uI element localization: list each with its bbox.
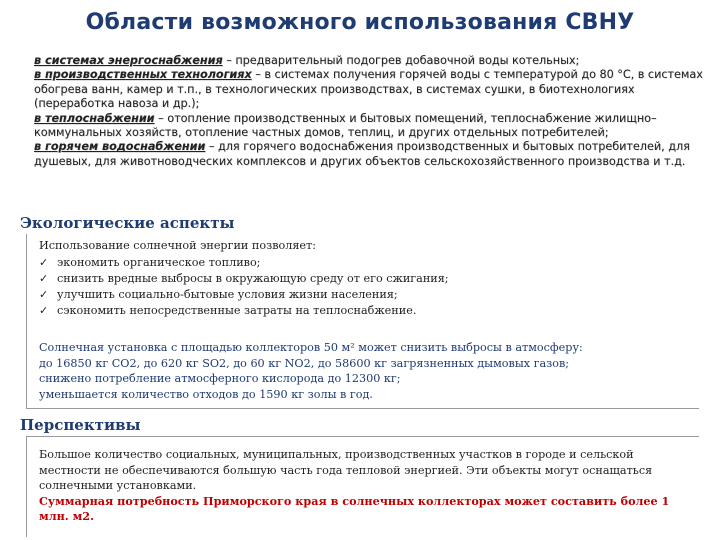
slide-title: Области возможного использования СВНУ [85,10,635,35]
effect-line: снижено потребление атмосферного кислорода до 12300 кг; [39,372,401,386]
eco-section [26,234,699,409]
usage-item-hot-water [34,140,704,169]
usage-item-lead: в производственных технологиях [34,68,252,82]
checkmark-icon: ✓ [39,304,49,317]
usage-item-lead: в системах энергоснабжения [34,54,223,67]
effect-line: до 16850 кг СО2, до 620 кг SO2, до 60 кг NO2, до 58600 кг загрязненных дымовых газов; [39,356,570,370]
perspectives-heading: Перспективы [20,416,141,434]
checkmark-icon: ✓ [39,256,49,269]
list-item [39,303,449,319]
eco-bullet-list [39,255,449,319]
list-item [39,271,449,287]
list-item-text: экономить органическое топливо; [57,256,261,269]
usage-item-energy-supply [34,54,704,68]
usage-item-lead: в теплоснабжении [34,111,155,125]
list-item-text: улучшить социально-бытовые условия жизни населения; [57,288,398,301]
perspectives-conclusion: Суммарная потребность Приморского края в солнечных коллекторах может составить более 1 млн. м2. [39,493,670,524]
usage-item-text: – в системах получения горячей воды с температурой до 80 °С, в системах обогрева ванн, камер и т.п., в технологических производствах, в системах сушки, в биотехнологиях (переработка навоза и др.); [34,68,703,111]
effect-line: уменьшается количество отходов до 1590 кг золы в год. [39,387,373,401]
perspectives-text [39,447,693,525]
list-item-text: снизить вредные выбросы в окружающую среду от его сжигания; [57,272,449,285]
usage-item-text: – предварительный подогрев добавочной воды котельных; [222,54,580,67]
usage-item-heating [34,112,704,141]
list-item [39,255,449,271]
effect-line: Солнечная установка с площадью коллекторов 50 м² может снизить выбросы в атмосферу: [39,341,583,354]
emission-reduction-text [39,340,689,402]
perspectives-section [26,436,699,537]
list-item-text: сэкономить непосредственные затраты на теплоснабжение. [57,304,417,317]
checkmark-icon: ✓ [39,272,49,285]
usage-item-industrial [34,68,704,111]
perspectives-paragraph: Большое количество социальных, муниципальных, производственных участков в городе и сельской местности не обеспечиваются большую часть года тепловой энергией. Эти объекты могут оснащаться солнечными установками. [39,448,653,493]
usage-item-lead: в горячем водоснабжении [34,140,206,154]
eco-heading: Экологические аспекты [20,214,235,232]
usage-item-text: – отопление производственных и бытовых помещений, теплоснабжение жилищно–коммунальных хозяйств, отопление частных домов, теплиц, и других отдельных потребителей; [34,111,657,140]
usage-item-text: – для горячего водоснабжения производственных и бытовых потребителей, для душевых, для животноводческих комплексов и других объектов сельскохозяйственного производства и т.д. [34,140,690,168]
usage-areas-list [34,54,704,169]
checkmark-icon: ✓ [39,288,49,301]
eco-intro: Использование солнечной энергии позволяет: [39,239,316,252]
list-item [39,287,449,303]
